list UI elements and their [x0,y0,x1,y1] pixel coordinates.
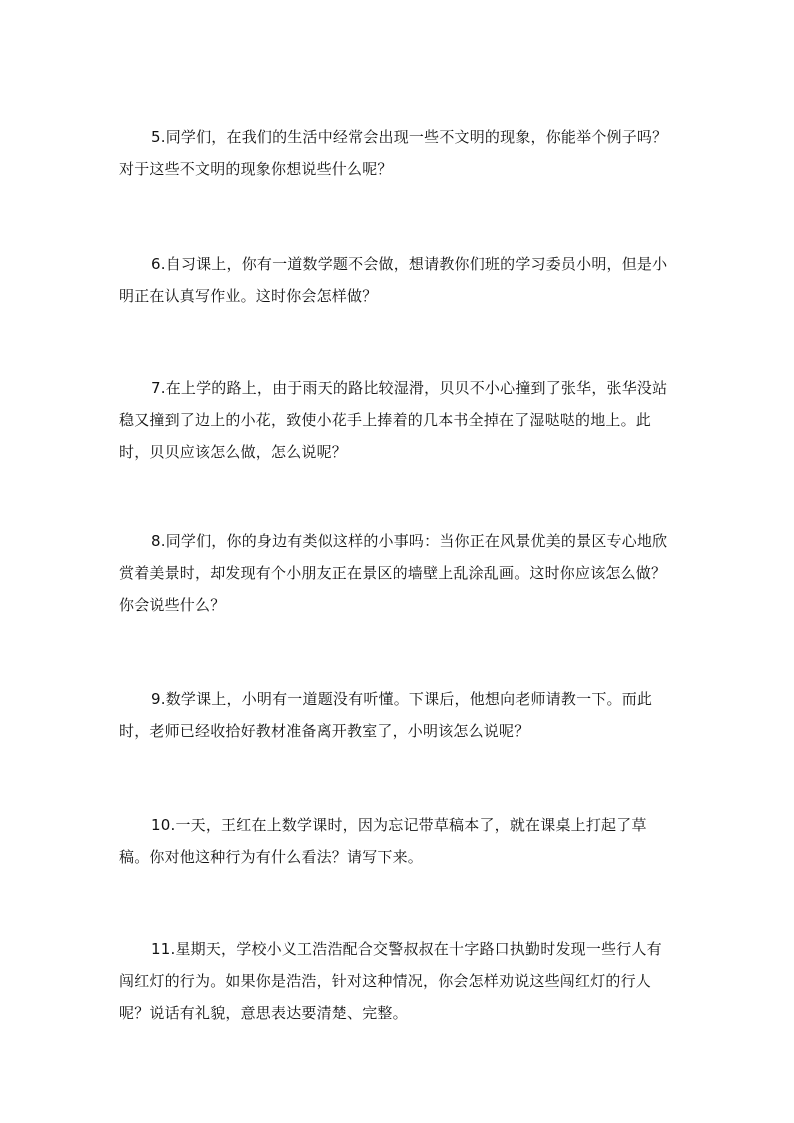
question-5: 5.同学们，在我们的生活中经常会出现一些不文明的现象，你能举个例子吗？对于这些不文明的现象你想说些什么呢？ [119,128,668,178]
question-6: 6.自习课上，你有一道数学题不会做，想请教你们班的学习委员小明，但是小明正在认真写作业。这时你会怎样做？ [119,255,668,305]
question-10: 10.一天，王红在上数学课时，因为忘记带草稿本了，就在课桌上打起了草稿。你对他这种行为有什么看法？请写下来。 [119,816,647,866]
question-11: 11.星期天，学校小义工浩浩配合交警叔叔在十字路口执勤时发现一些行人有闯红灯的行为。如果你是浩浩，针对这种情况，你会怎样劝说这些闯红灯的行人呢？说话有礼貌，意思表达要清楚、完整。 [119,940,662,1022]
question-7: 7.在上学的路上，由于雨天的路比较湿滑，贝贝不小心撞到了张华，张华没站稳又撞到了边上的小花，致使小花手上捧着的几本书全掉在了湿哒哒的地上。此时，贝贝应该怎么做，怎么说呢？ [119,379,668,461]
question-8: 8.同学们，你的身边有类似这样的小事吗：当你正在风景优美的景区专心地欣赏着美景时，却发现有个小朋友正在景区的墙壁上乱涂乱画。这时你应该怎么做？你会说些什么？ [119,532,668,614]
question-9: 9.数学课上，小明有一道题没有听懂。下课后，他想向老师请教一下。而此时，老师已经收拾好教材准备离开教室了，小明该怎么说呢？ [119,690,653,740]
